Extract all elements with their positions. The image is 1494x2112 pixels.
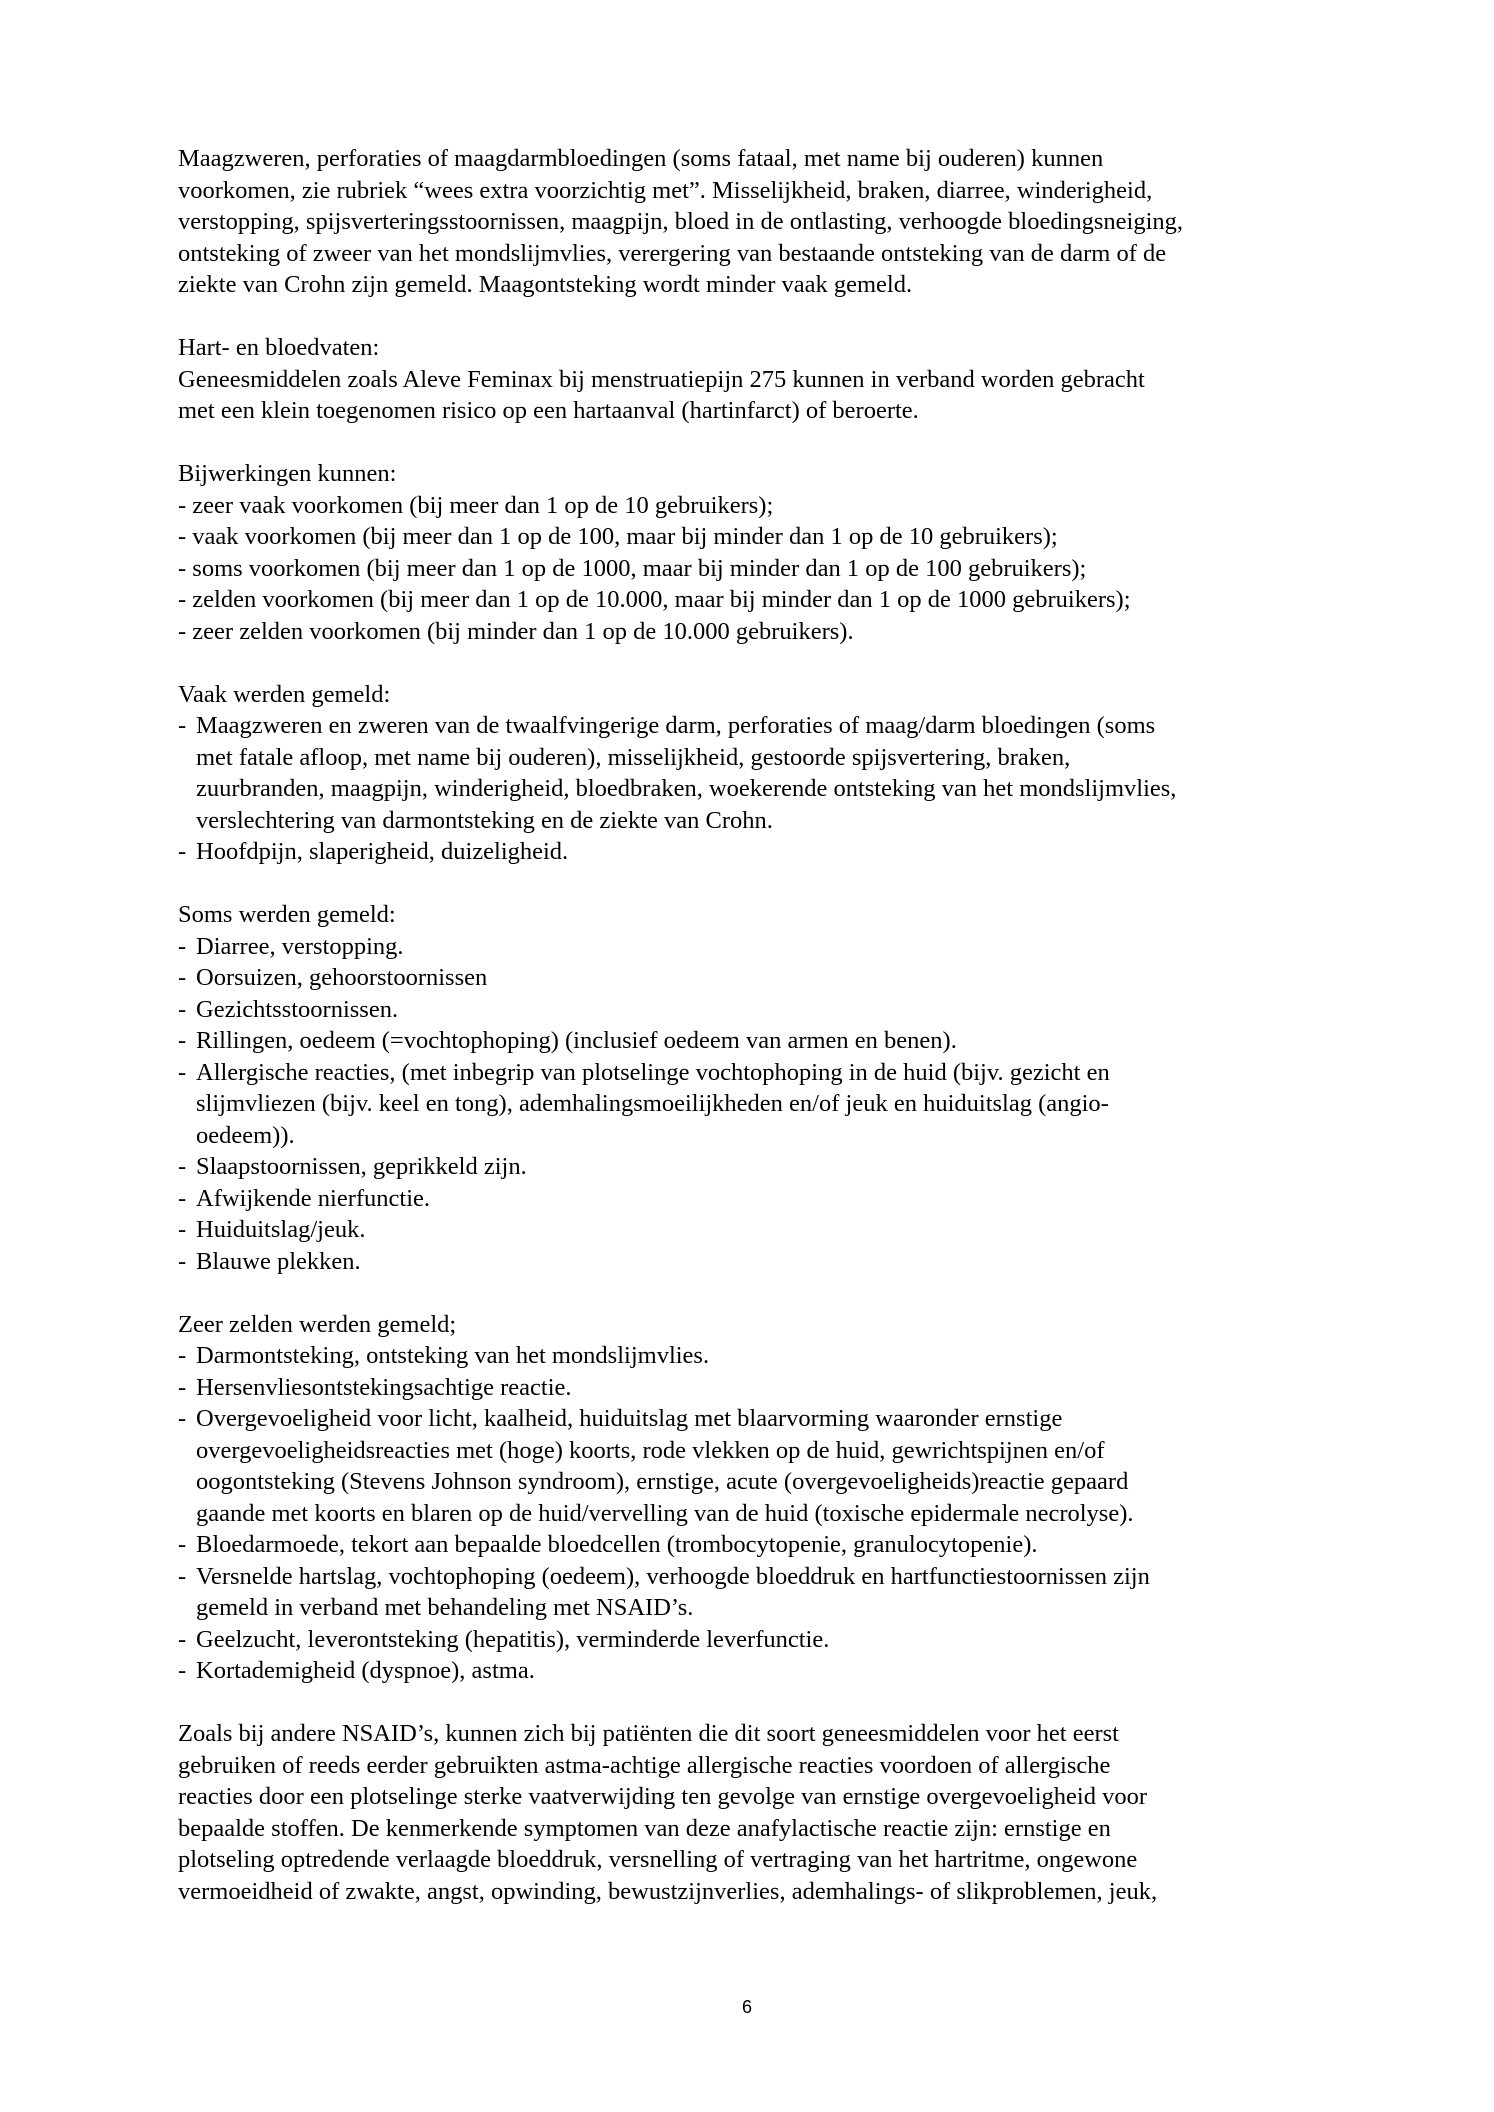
list-item-text: Afwijkende nierfunctie. bbox=[196, 1184, 431, 1212]
dash-marker: - bbox=[178, 1058, 187, 1086]
frequency-line: - vaak voorkomen (bij meer dan 1 op de 100, maar bij minder dan 1 op de 10 gebruikers); bbox=[178, 523, 1058, 550]
frequency-heading: Bijwerkingen kunnen: bbox=[178, 460, 397, 487]
list-item-continuation: oedeem)). bbox=[196, 1121, 295, 1149]
dash-marker: - bbox=[178, 1027, 187, 1054]
list-item-continuation: met fatale afloop, met name bij ouderen), misselijkheid, gestoorde spijsvertering, braken, bbox=[196, 743, 1071, 771]
closing-line: reacties door een plotselinge sterke vaatverwijding ten gevolge van ernstige overgevoeligheid voor bbox=[178, 1783, 1148, 1810]
closing-line: gebruiken of reeds eerder gebruikten astma-achtige allergische reacties voordoen of allergische bbox=[178, 1751, 1111, 1779]
dash-marker: - bbox=[178, 838, 187, 865]
dash-marker: - bbox=[178, 712, 187, 739]
intro-line: ontsteking of zweer van het mondslijmvlies, verergering van bestaande ontsteking van de darm of de bbox=[178, 239, 1167, 267]
dash-marker: - bbox=[178, 1247, 187, 1275]
common-list bbox=[178, 710, 1358, 868]
list-item-continuation: slijmvliezen (bijv. keel en tong), ademhalingsmoeilijkheden en/of jeuk en huiduitslag (angio- bbox=[196, 1090, 1109, 1117]
uncommon-heading: Soms werden gemeld: bbox=[178, 901, 396, 928]
list-item-continuation: verslechtering van darmontsteking en de ziekte van Crohn. bbox=[196, 806, 773, 834]
dash-marker: - bbox=[178, 1373, 187, 1401]
intro-paragraph bbox=[178, 143, 1358, 301]
list-item bbox=[178, 1529, 1358, 1561]
list-item-text: Oorsuizen, gehoorstoornissen bbox=[196, 964, 488, 991]
list-item bbox=[178, 1372, 1358, 1404]
intro-line: ziekte van Crohn zijn gemeld. Maagontsteking wordt minder vaak gemeld. bbox=[178, 271, 913, 298]
list-item bbox=[178, 1403, 1358, 1529]
closing-line: Zoals bij andere NSAID’s, kunnen zich bij patiënten die dit soort geneesmiddelen voor het eerst bbox=[178, 1720, 1119, 1747]
page-content bbox=[178, 143, 1358, 1939]
closing-line: plotseling optredende verlaagde bloeddruk, versnelling of vertraging van het hartritme, ongewone bbox=[178, 1846, 1138, 1873]
dash-marker: - bbox=[178, 964, 187, 991]
list-item-continuation: gemeld in verband met behandeling met NSAID’s. bbox=[196, 1594, 694, 1621]
closing-line: bepaalde stoffen. De kenmerkende symptomen van deze anafylactische reactie zijn: ernstige en bbox=[178, 1814, 1111, 1842]
list-item bbox=[178, 1655, 1358, 1687]
very-rare-section bbox=[178, 1309, 1358, 1687]
list-item bbox=[178, 1624, 1358, 1656]
list-item bbox=[178, 1340, 1358, 1372]
list-item-continuation: zuurbranden, maagpijn, winderigheid, bloedbraken, woekerende ontsteking van het mondslijmvlies, bbox=[196, 775, 1177, 802]
dash-marker: - bbox=[178, 1562, 187, 1590]
very-rare-list bbox=[178, 1340, 1358, 1687]
dash-marker: - bbox=[178, 1184, 187, 1212]
closing-paragraph bbox=[178, 1718, 1358, 1907]
list-item-text: Hersenvliesontstekingsachtige reactie. bbox=[196, 1373, 572, 1401]
list-item-text: Rillingen, oedeem (=vochtophoping) (inclusief oedeem van armen en benen). bbox=[196, 1027, 957, 1054]
common-heading: Vaak werden gemeld: bbox=[178, 680, 391, 708]
dash-marker: - bbox=[178, 1153, 187, 1180]
heart-line: Geneesmiddelen zoals Aleve Feminax bij menstruatiepijn 275 kunnen in verband worden gebracht bbox=[178, 365, 1145, 393]
list-item bbox=[178, 931, 1358, 963]
list-item-continuation: overgevoeligheidsreacties met (hoge) koorts, rode vlekken op de huid, gewrichtspijnen en/of bbox=[196, 1436, 1105, 1464]
heart-heading: Hart- en bloedvaten: bbox=[178, 334, 380, 361]
list-item-text: Overgevoeligheid voor licht, kaalheid, huiduitslag met blaarvorming waaronder ernstige bbox=[196, 1405, 1063, 1432]
dash-marker: - bbox=[178, 995, 187, 1023]
dash-marker: - bbox=[178, 1531, 187, 1558]
uncommon-list bbox=[178, 931, 1358, 1278]
list-item bbox=[178, 1183, 1358, 1215]
list-item-text: Slaapstoornissen, geprikkeld zijn. bbox=[196, 1153, 527, 1180]
frequency-line: - zeer zelden voorkomen (bij minder dan 1 op de 10.000 gebruikers). bbox=[178, 617, 854, 645]
intro-line: voorkomen, zie rubriek “wees extra voorzichtig met”. Misselijkheid, braken, diarree, winderigheid, bbox=[178, 176, 1153, 204]
dash-marker: - bbox=[178, 1657, 187, 1684]
list-item-text: Diarree, verstopping. bbox=[196, 932, 404, 960]
list-item bbox=[178, 710, 1358, 836]
dash-marker: - bbox=[178, 1625, 187, 1653]
heart-section bbox=[178, 332, 1358, 427]
frequency-line: - zeer vaak voorkomen (bij meer dan 1 op de 10 gebruikers); bbox=[178, 491, 774, 519]
list-item bbox=[178, 1246, 1358, 1278]
list-item-text: Huiduitslag/jeuk. bbox=[196, 1216, 366, 1243]
frequency-section bbox=[178, 458, 1358, 647]
list-item-text: Versnelde hartslag, vochtophoping (oedeem), verhoogde bloeddruk en hartfunctiestoornissen zijn bbox=[196, 1562, 1150, 1590]
very-rare-heading: Zeer zelden werden gemeld; bbox=[178, 1310, 457, 1338]
list-item-text: Hoofdpijn, slaperigheid, duizeligheid. bbox=[196, 838, 569, 865]
heart-line: met een klein toegenomen risico op een hartaanval (hartinfarct) of beroerte. bbox=[178, 397, 919, 424]
list-item bbox=[178, 1025, 1358, 1057]
dash-marker: - bbox=[178, 1216, 187, 1243]
list-item bbox=[178, 994, 1358, 1026]
common-section bbox=[178, 679, 1358, 868]
dash-marker: - bbox=[178, 1405, 187, 1432]
list-item-text: Allergische reacties, (met inbegrip van plotselinge vochtophoping in de huid (bijv. gezicht en bbox=[196, 1058, 1110, 1086]
list-item-text: Darmontsteking, ontsteking van het mondslijmvlies. bbox=[196, 1342, 710, 1369]
frequency-line: - zelden voorkomen (bij meer dan 1 op de 10.000, maar bij minder dan 1 op de 1000 gebruikers); bbox=[178, 586, 1131, 613]
intro-line: Maagzweren, perforaties of maagdarmbloedingen (soms fataal, met name bij ouderen) kunnen bbox=[178, 145, 1104, 172]
list-item-continuation: oogontsteking (Stevens Johnson syndroom), ernstige, acute (overgevoeligheids)reactie gepaard bbox=[196, 1468, 1129, 1495]
list-item-text: Blauwe plekken. bbox=[196, 1247, 361, 1275]
dash-marker: - bbox=[178, 932, 187, 960]
list-item-text: Bloedarmoede, tekort aan bepaalde bloedcellen (trombocytopenie, granulocytopenie). bbox=[196, 1531, 1038, 1558]
list-item bbox=[178, 1214, 1358, 1246]
list-item bbox=[178, 1561, 1358, 1624]
list-item bbox=[178, 1057, 1358, 1152]
list-item-text: Kortademigheid (dyspnoe), astma. bbox=[196, 1657, 535, 1684]
uncommon-section bbox=[178, 899, 1358, 1277]
list-item-text: Maagzweren en zweren van de twaalfvingerige darm, perforaties of maag/darm bloedingen (soms bbox=[196, 712, 1156, 739]
intro-line: verstopping, spijsverteringsstoornissen, maagpijn, bloed in de ontlasting, verhoogde bloedingsneiging, bbox=[178, 208, 1184, 235]
list-item-text: Geelzucht, leverontsteking (hepatitis), verminderde leverfunctie. bbox=[196, 1625, 830, 1653]
list-item bbox=[178, 836, 1358, 868]
dash-marker: - bbox=[178, 1342, 187, 1369]
list-item-continuation: gaande met koorts en blaren op de huid/vervelling van de huid (toxische epidermale necrolyse). bbox=[196, 1499, 1134, 1527]
page-number: 6 bbox=[741, 1997, 752, 2017]
list-item-text: Gezichtsstoornissen. bbox=[196, 995, 399, 1023]
list-item bbox=[178, 962, 1358, 994]
closing-line: vermoeidheid of zwakte, angst, opwinding, bewustzijnverlies, ademhalings- of slikproblemen, jeuk, bbox=[178, 1877, 1158, 1905]
frequency-line: - soms voorkomen (bij meer dan 1 op de 1000, maar bij minder dan 1 op de 100 gebruikers); bbox=[178, 554, 1087, 582]
list-item bbox=[178, 1151, 1358, 1183]
